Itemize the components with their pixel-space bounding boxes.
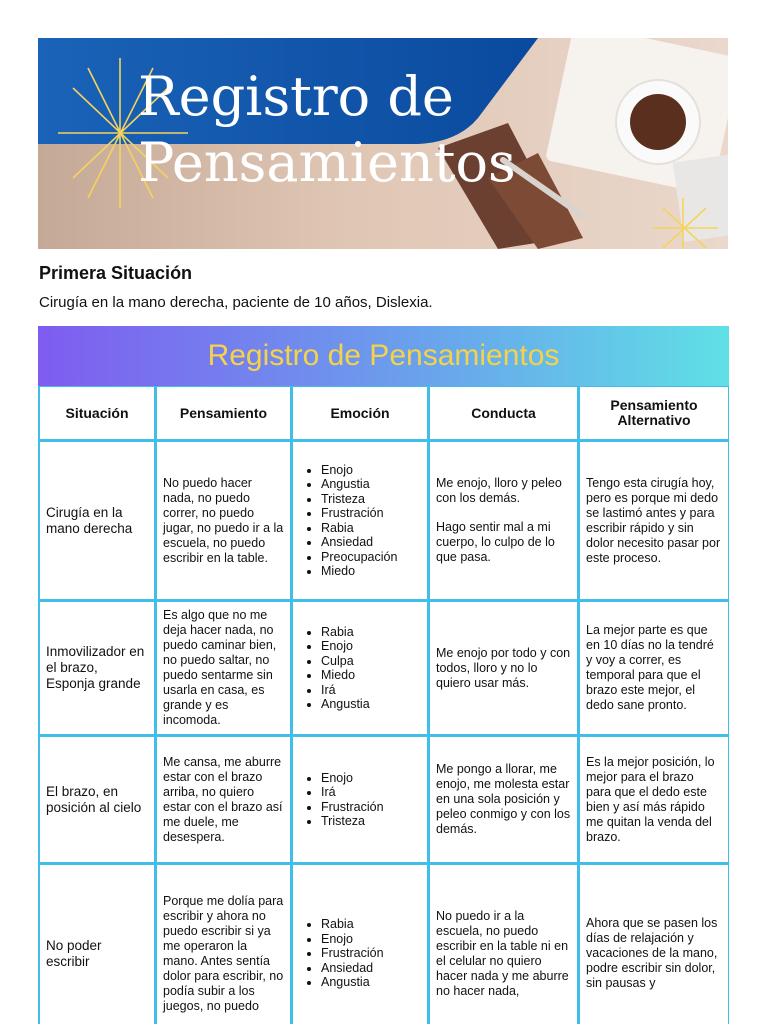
list-item: • Frustración [321, 800, 421, 815]
banner-title-line2: Pensamientos [138, 131, 516, 194]
table-row [39, 864, 729, 1024]
emotion-list [299, 463, 421, 579]
situacion-cell: El brazo, en posición al cielo [39, 736, 156, 864]
list-item: • Angustia [321, 697, 421, 712]
column-header-row [39, 386, 729, 441]
conducta-cell: Me pongo a llorar, me enojo, me molesta estar en una sola posición y peleo conmigo y con los demás. [429, 736, 579, 864]
list-item: • Irá [321, 785, 421, 800]
list-item: • Angustia [321, 477, 421, 492]
table-header: Registro de Pensamientos [38, 326, 729, 386]
situacion-cell: Cirugía en la mano derecha [39, 441, 156, 601]
list-item: • Tristeza [321, 492, 421, 507]
list-item: • Miedo [321, 564, 421, 579]
emocion-cell [292, 441, 429, 601]
table-row [39, 736, 729, 864]
alternativo-cell: La mejor parte es que en 10 días no la tendré y voy a correr, es temporal para que el brazo este mejor, el dedo sane pronto. [579, 601, 729, 736]
alternativo-cell: Es la mejor posición, lo mejor para el brazo para que el dedo este bien y así más rápido me quitan la venda del brazo. [579, 736, 729, 864]
list-item: • Rabia [321, 917, 421, 932]
pensamiento-cell: No puedo hacer nada, no puedo correr, no puedo jugar, no puedo ir a la escuela, no puedo escribir en la table. [156, 441, 292, 601]
banner-title-line1: Registro de [138, 65, 454, 128]
col-header-pensamiento: Pensamiento [156, 386, 292, 441]
section-title: Primera Situación [39, 263, 193, 283]
list-item: • Irá [321, 683, 421, 698]
situacion-cell: Inmovilizador en el brazo, Esponja grande [39, 601, 156, 736]
thought-record-table [38, 326, 729, 1024]
conducta-text: Hago sentir mal a mi cuerpo, lo culpo de lo que pasa. [436, 520, 555, 564]
col-header-alternativo: Pensamiento Alternativo [579, 386, 729, 441]
table-row [39, 601, 729, 736]
list-item: • Angustia [321, 975, 421, 990]
conducta-cell: No puedo ir a la escuela, no puedo escribir en la table ni en el celular no quiero hacer nada y me aburre no hacer nada, [429, 864, 579, 1024]
list-item: • Enojo [321, 639, 421, 654]
pensamiento-cell: Es algo que no me deja hacer nada, no puedo caminar bien, no puedo saltar, no puedo sentarme sin usarla en casa, es grande y es incomoda. [156, 601, 292, 736]
col-header-conducta: Conducta [429, 386, 579, 441]
list-item: • Enojo [321, 771, 421, 786]
pensamiento-cell: Me cansa, me aburre estar con el brazo arriba, no quiero estar con el brazo así me duele, me desespera. [156, 736, 292, 864]
table-row [39, 441, 729, 601]
col-header-emocion: Emoción [292, 386, 429, 441]
pensamiento-cell: Porque me dolía para escribir y ahora no puedo escribir si ya me operaron la mano. Antes sentía dolor para escribir, no podía subir a los juegos, no puedo [156, 864, 292, 1024]
list-item: • Frustración [321, 506, 421, 521]
alternativo-cell: Ahora que se pasen los días de relajación y vacaciones de la mano, podre escribir sin dolor, sin pausas y [579, 864, 729, 1024]
list-item: • Culpa [321, 654, 421, 669]
list-item: • Enojo [321, 463, 421, 478]
conducta-cell: Me enojo por todo y con todos, lloro y no lo quiero usar más. [429, 601, 579, 736]
alternativo-cell: Tengo esta cirugía hoy, pero es porque mi dedo se lastimó antes y para escribir rápido y sin dolor necesito pasar por este proceso. [579, 441, 729, 601]
list-item: • Frustración [321, 946, 421, 961]
emotion-list [299, 917, 421, 990]
conducta-text: Me enojo, lloro y peleo con los demás. [436, 476, 562, 505]
emotion-list [299, 625, 421, 712]
header-banner [38, 38, 728, 249]
emotion-list [299, 771, 421, 829]
list-item: • Enojo [321, 932, 421, 947]
list-item: • Tristeza [321, 814, 421, 829]
banner-title [138, 64, 516, 196]
list-item: • Ansiedad [321, 961, 421, 976]
emocion-cell [292, 736, 429, 864]
emocion-cell [292, 864, 429, 1024]
record-grid [38, 386, 729, 1024]
col-header-situacion: Situación [39, 386, 156, 441]
list-item: • Rabia [321, 625, 421, 640]
list-item: • Preocupación [321, 550, 421, 565]
list-item: • Miedo [321, 668, 421, 683]
section-description: Cirugía en la mano derecha, paciente de 10 años, Dislexia. [39, 294, 433, 311]
list-item: • Ansiedad [321, 535, 421, 550]
emocion-cell [292, 601, 429, 736]
conducta-cell [429, 441, 579, 601]
list-item: • Rabia [321, 521, 421, 536]
situacion-cell: No poder escribir [39, 864, 156, 1024]
